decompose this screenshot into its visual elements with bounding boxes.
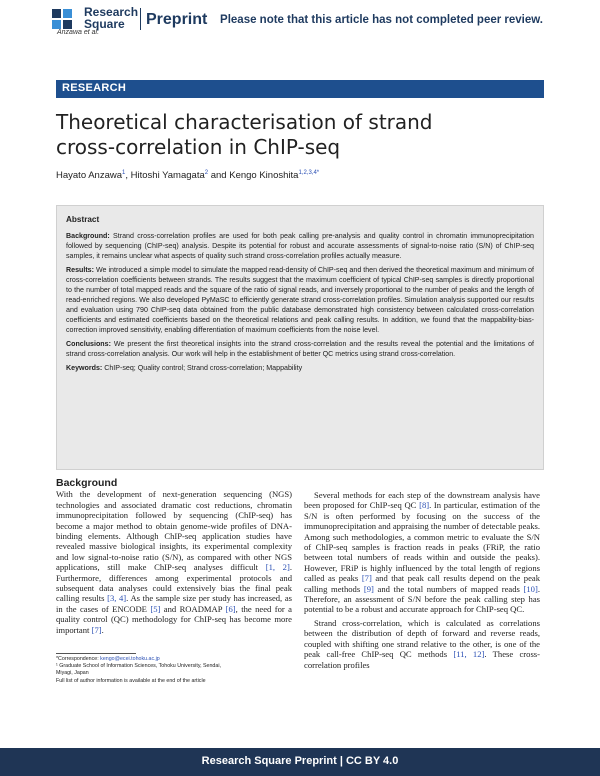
- body-text: . Furthermore, differences among experimental protocols and subsequent data analyses could extensively bias the final peak calling results: [56, 562, 292, 604]
- citation-link[interactable]: [11, 12]: [453, 649, 485, 660]
- abstract-box: [56, 205, 544, 470]
- citation-link[interactable]: [9]: [363, 583, 374, 594]
- background-heading: Background: [56, 477, 118, 489]
- body-text: and ROADMAP: [160, 603, 226, 614]
- body-text: Several methods for each step of the downstream analysis have been proposed for ChIP-seq QC: [304, 490, 540, 511]
- author-info-note: Full list of author information is available at the end of the article: [56, 677, 206, 684]
- citation-link[interactable]: [10]: [523, 583, 538, 594]
- paper-title: Theoretical characterisation of strand cross-correlation in ChIP-seq: [56, 110, 433, 159]
- citation-link[interactable]: [5]: [150, 603, 161, 614]
- body-text: . Therefore, an assessment of S/N before the peak calling step has potential to be a robust and accurate approach for ChIP-seq QC.: [304, 583, 540, 615]
- abstract-results: [66, 265, 534, 335]
- author-affiliation-marker: 2: [204, 170, 209, 176]
- right-paragraph-1: [304, 490, 540, 615]
- author-affiliation-marker: 1,2,3,4*: [298, 170, 320, 176]
- right-column: [304, 490, 540, 673]
- left-paragraph-1: [56, 489, 292, 635]
- abstract-heading: Abstract: [66, 215, 100, 224]
- affiliation-line-2: Miyagi, Japan: [56, 670, 89, 677]
- brand-name: [84, 6, 138, 30]
- footnote-divider: [56, 653, 136, 654]
- citation-link[interactable]: [7]: [91, 624, 102, 635]
- author-name: Kengo Kinoshita: [229, 170, 299, 182]
- citation-link[interactable]: [6]: [225, 603, 236, 614]
- author-affiliation-marker: 1: [122, 170, 126, 176]
- abstract-background-label: Background:: [66, 232, 110, 240]
- correspondence-line: [56, 656, 292, 663]
- right-paragraph-2: [304, 618, 540, 670]
- peer-review-notice: Please note that this article has not completed peer review.: [220, 14, 543, 26]
- brand-preprint: Preprint: [146, 11, 208, 28]
- author-separator: ,: [125, 170, 131, 182]
- author-separator: and: [208, 170, 230, 182]
- section-label: RESEARCH: [62, 82, 127, 94]
- body-text: and that peak call results depend on the peak calling methods: [304, 573, 541, 594]
- section-banner: [56, 80, 544, 98]
- abstract-conclusions-label: Conclusions:: [66, 340, 111, 348]
- footer-bar: [0, 748, 600, 776]
- footnotes: [56, 656, 292, 685]
- body-text: . These cross-correlation profiles: [304, 649, 540, 670]
- brand-line-2: Square: [84, 17, 125, 31]
- citation-link[interactable]: [1, 2]: [265, 562, 290, 573]
- abstract-background-text: Strand cross-correlation profiles are used for both peak calling pre-analysis and quality control in chromatin immunoprecipitation followed by sequencing (ChIP-seq) analysis. Despite its potential for robust and accurate assessments of signal-to-noise ratio (S/N) of ChIP-seq samples, it remains unclear what aspects of quality such strand cross-correlation profiles actually measure.: [66, 232, 534, 260]
- body-text: , the need for a quality control (QC) methodology for ChIP-seq has become more important: [56, 603, 292, 635]
- abstract-keywords: [66, 363, 534, 373]
- author-name: Hitoshi Yamagata: [130, 170, 205, 182]
- author-name: Hayato Anzawa: [56, 170, 123, 182]
- brand-divider: [140, 8, 141, 30]
- running-head: Anzawa et al.: [57, 29, 100, 36]
- abstract-background: [66, 231, 534, 261]
- citation-link[interactable]: [8]: [419, 500, 430, 511]
- body-text: . In particular, estimation of the S/N is often performed by focusing on the success of the immunoprecipitation and appraising the number of detectable peaks. Among such methodologies, a common metric to evaluate the S/N of ChIP-seq samples is fraction reads in peaks (FRiP, the ratio between total numbers of reads within and outside the peaks). However, FRiP is highly influenced by the total length of regions called as peaks: [304, 500, 540, 584]
- correspondence-label: *Correspondence:: [56, 656, 101, 662]
- abstract-keywords-text: ChIP-seq; Quality control; Strand cross-correlation; Mappability: [102, 364, 303, 372]
- correspondence-email-link[interactable]: kengo@ecei.tohoku.ac.jp: [100, 656, 160, 662]
- citation-link[interactable]: [7]: [361, 573, 372, 584]
- affiliation-line-1: ¹ Graduate School of Information Sciences, Tohoku University, Sendai,: [56, 663, 221, 670]
- body-text: . As the sample size per study has increased, as in the cases of ENCODE: [56, 593, 292, 614]
- author-list: [56, 170, 319, 181]
- research-square-logo-icon: [52, 9, 72, 29]
- footer-license-text: Research Square Preprint | CC BY 4.0: [201, 755, 399, 767]
- abstract-results-label: Results:: [66, 266, 94, 274]
- abstract-conclusions: [66, 339, 534, 359]
- abstract-conclusions-text: We present the first theoretical insights into the strand cross-correlation and the results reveal the potential and the limitations of strand cross-correlation analysis. Our work will help in the establishment of better QC metrics using strand cross-correlation.: [66, 340, 534, 358]
- left-column: [56, 478, 292, 638]
- body-text: With the development of next-generation sequencing (NGS) technologies and associated dramatic cost reductions, chromatin immunoprecipitation followed by sequencing (ChIP-seq) has become a major method to obtain genome-wide profiles of DNA-binding elements. Although ChIP-seq application studies have revealed massive biological insights, its experimental complexity and low signal-to-noise ratio (S/N), as compared with other NGS applications, still make ChIP-seq analyses difficult: [56, 489, 292, 573]
- brand-line-1: Research: [84, 5, 139, 19]
- body-text: and the total numbers of mapped reads: [373, 583, 524, 594]
- citation-link[interactable]: [3, 4]: [107, 593, 127, 604]
- abstract-results-text: We introduced a simple model to simulate the mapped read-density of ChIP-seq and then derived the theoretical maximum and minimum of cross-correlation coefficients between strands. The results suggest that the maximum coefficient of typical ChIP-seq samples is directly proportional to the number of total mapped reads and the square of the ratio of signal reads, and inversely proportional to the number of peaks and the length of read-enriched regions. We also developed PyMaSC to efficiently generate strand cross-correlation profiles. Simulation analysis supported our results and evaluation using 790 ChIP-seq data obtained from the public database demonstrated high consistency between calculated cross-correlation coefficients and estimated coefficients based on the theoretical relations and peak calling results. In addition, we found that the mappability-bias-correction improved sensitivity, enabling differentiation of maximum coefficients from the noise level.: [66, 266, 534, 334]
- abstract-keywords-label: Keywords:: [66, 364, 103, 372]
- body-text: .: [101, 624, 104, 635]
- body-text: Strand cross-correlation, which is calculated as correlations between the distribution of depth of forward and reverse reads, coupled with shifting one strand relative to the other, is one of the peak call-free ChIP-seq QC methods: [304, 617, 540, 660]
